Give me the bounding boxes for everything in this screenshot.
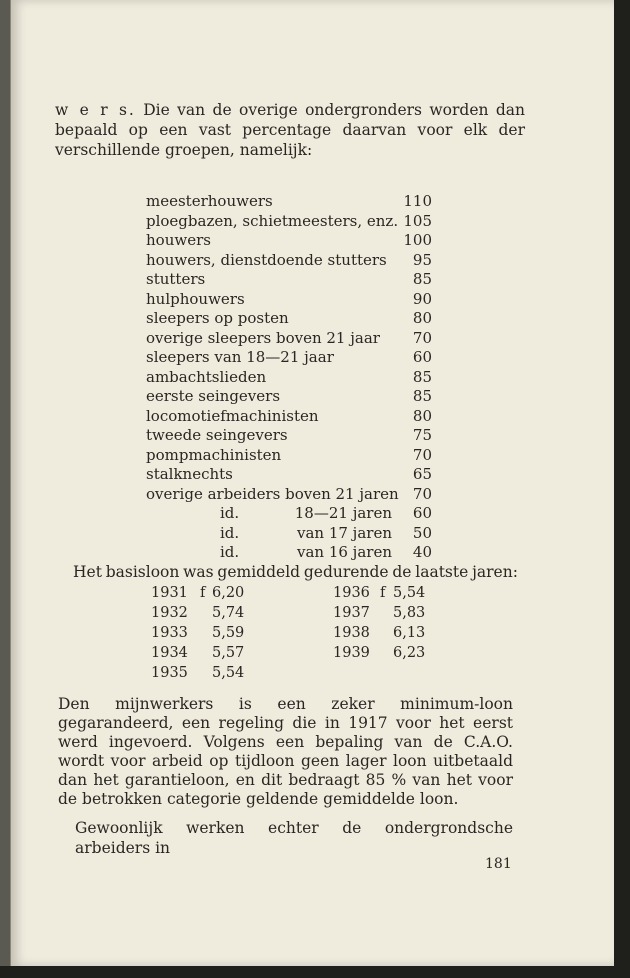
wage-amount: 6,23	[393, 645, 426, 661]
percentage-label: ploegbazen, schietmeesters, enz.	[146, 211, 399, 230]
percentage-value: 70	[412, 328, 432, 347]
percentage-value: 70	[412, 484, 432, 503]
percentage-row	[146, 465, 432, 485]
percentage-row	[146, 485, 432, 505]
basis-heading-word: was	[183, 563, 214, 581]
year-label: 1937	[333, 605, 370, 621]
percentage-value: 75	[412, 426, 432, 444]
wage-amount: 5,83	[393, 605, 426, 621]
percentage-value: 100	[403, 231, 432, 249]
percentage-value: 60	[412, 348, 432, 366]
percentage-label: locomotiefmachinisten	[146, 406, 319, 425]
percentage-label: ambachtslieden	[146, 367, 267, 386]
year-label: 1933	[151, 625, 188, 641]
percentage-row	[146, 407, 432, 427]
percentage-age-range: 18—21 jaren	[294, 504, 392, 522]
percentage-label: id.	[220, 504, 240, 522]
percentage-label: houwers	[146, 231, 211, 249]
percentage-value: 70	[412, 445, 432, 464]
percentage-value: 65	[412, 465, 432, 483]
basis-heading-word: de	[392, 563, 412, 581]
intro-text: Die van de overige ondergronders worden dan bepaald op een vast percentage daarvan voor elk der verschillende groepen, namelijk:	[55, 101, 525, 159]
percentage-label: id.	[220, 543, 240, 561]
percentage-label: houwers, dienstdoende stutters	[146, 250, 387, 269]
percentage-label: overige sleepers boven 21 jaar	[146, 328, 380, 347]
wage-amount: 6,20	[212, 585, 245, 601]
currency-symbol: f	[200, 585, 206, 601]
basis-heading	[73, 562, 518, 582]
percentage-row	[146, 524, 432, 544]
percentage-row	[146, 387, 432, 407]
percentage-row	[146, 426, 432, 446]
year-label: 1932	[151, 605, 188, 621]
percentage-row	[146, 309, 432, 329]
year-label: 1938	[333, 625, 370, 641]
page-number: 181	[485, 856, 512, 872]
percentage-row	[146, 368, 432, 388]
percentage-row	[146, 543, 432, 563]
intro-first-word: w e r s.	[55, 101, 136, 119]
percentage-value: 85	[412, 367, 432, 386]
percentage-label: id.	[220, 523, 240, 542]
percentage-label: stutters	[146, 270, 206, 288]
percentage-label: sleepers van 18—21 jaar	[146, 348, 334, 366]
basis-heading-word: gedurende	[303, 563, 389, 581]
percentage-value: 40	[412, 543, 432, 561]
percentage-value: 110	[403, 192, 432, 210]
percentage-row	[146, 348, 432, 368]
percentage-value: 105	[403, 211, 432, 230]
basis-heading-word: basisloon	[105, 563, 180, 581]
percentage-label: pompmachinisten	[146, 445, 282, 464]
percentage-label: eerste seingevers	[146, 387, 281, 405]
percentage-row	[146, 192, 432, 212]
closing-paragraph: Den mijnwerkers is een zeker minimum-loon gegarandeerd, een regeling die in 1917 voor het eerst werd ingevoerd. Volgens een bepaling van de C.A.O. wordt voor arbeid op tijdloon geen lager loon uitbetaald dan het garantieloon, en dit bedraagt 85 % van het voor de betrokken categorie geldende gemiddelde loon.	[58, 695, 513, 808]
percentage-label: tweede seingevers	[146, 426, 288, 444]
percentage-value: 50	[412, 523, 432, 542]
page-edge-bottom	[0, 966, 630, 978]
wage-amount: 6,13	[393, 625, 426, 641]
percentage-row	[146, 504, 432, 524]
year-label: 1931	[151, 585, 188, 601]
percentage-value: 95	[412, 250, 432, 269]
percentage-row	[146, 446, 432, 466]
wage-amount: 5,57	[212, 645, 245, 661]
percentage-age-range: van 16 jaren	[296, 543, 392, 561]
year-label: 1936	[333, 585, 370, 601]
year-label: 1934	[151, 645, 188, 661]
year-label: 1939	[333, 645, 370, 661]
percentage-age-range: van 17 jaren	[296, 523, 392, 542]
percentage-label: sleepers op posten	[146, 309, 289, 327]
wage-amount: 5,59	[212, 625, 245, 641]
percentage-value: 90	[412, 289, 432, 308]
currency-symbol: f	[380, 585, 386, 601]
percentage-row	[146, 231, 432, 251]
closing-paragraph-continued: Gewoonlijk werken echter de ondergrondsche arbeiders in	[75, 819, 513, 857]
page-edge-right	[614, 0, 630, 978]
year-label: 1935	[151, 665, 188, 681]
percentage-value: 85	[412, 387, 432, 405]
percentage-value: 80	[412, 309, 432, 327]
basis-heading-word: gemiddeld	[217, 563, 301, 581]
percentage-label: overige arbeiders boven 21 jaren	[146, 484, 399, 503]
wage-amount: 5,74	[212, 605, 245, 621]
book-gutter	[0, 0, 10, 978]
percentage-list	[146, 192, 432, 563]
basis-heading-word: jaren:	[472, 563, 518, 581]
basis-heading-word: laatste	[415, 563, 469, 581]
percentage-value: 85	[412, 270, 432, 288]
wage-amount: 5,54	[212, 665, 245, 681]
percentage-row	[146, 251, 432, 271]
percentage-row	[146, 290, 432, 310]
percentage-row	[146, 329, 432, 349]
percentage-value: 80	[412, 406, 432, 425]
percentage-value: 60	[412, 504, 432, 522]
wage-amount: 5,54	[393, 585, 426, 601]
basis-heading-word: Het	[73, 563, 102, 581]
percentage-row	[146, 270, 432, 290]
percentage-label: hulphouwers	[146, 289, 245, 308]
percentage-label: meesterhouwers	[146, 192, 273, 210]
intro-paragraph	[55, 100, 525, 160]
percentage-label: stalknechts	[146, 465, 233, 483]
percentage-row	[146, 212, 432, 232]
